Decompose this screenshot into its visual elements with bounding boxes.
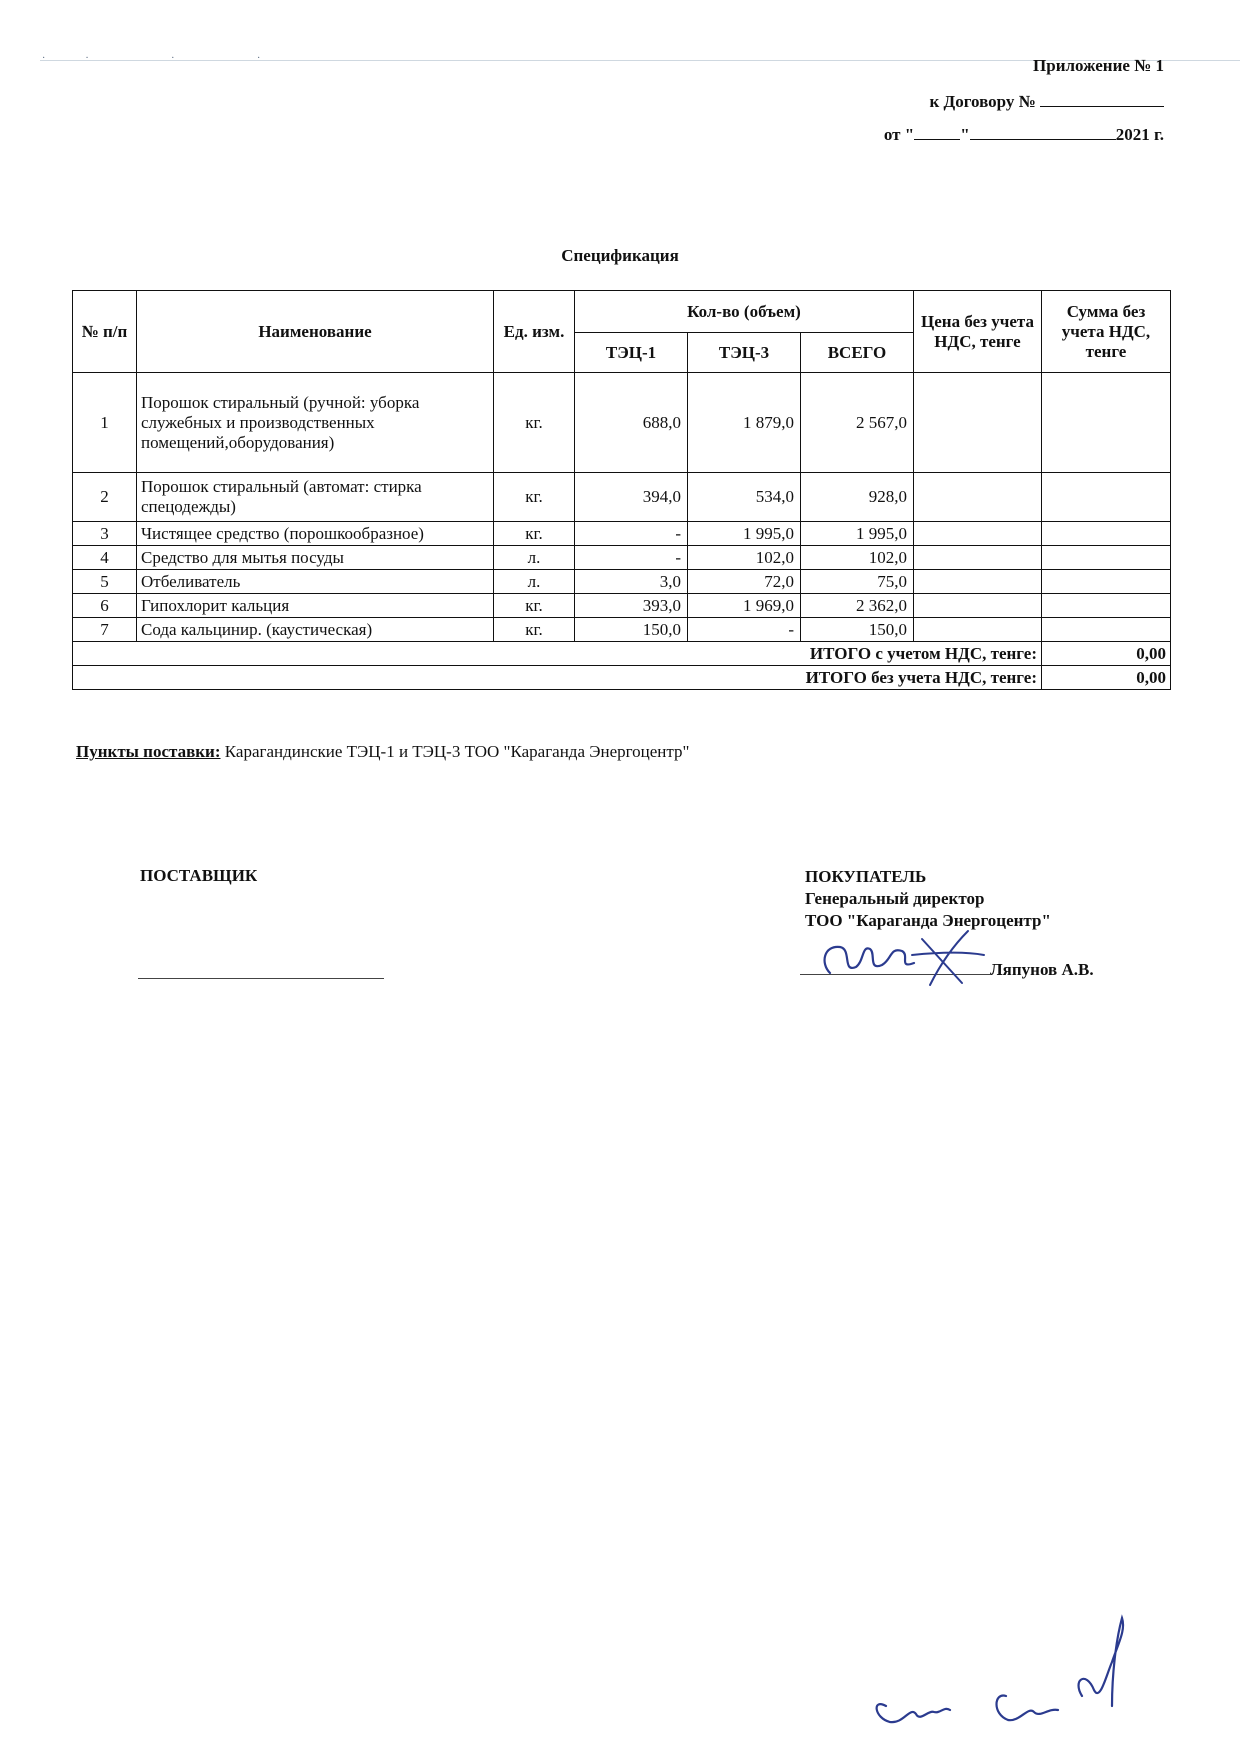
row-price: [914, 570, 1042, 594]
header-num: № п/п: [73, 291, 137, 373]
row-sum: [1042, 522, 1171, 546]
delivery-text: Карагандинские ТЭЦ-1 и ТЭЦ-3 ТОО "Караганда Энергоцентр": [220, 742, 690, 761]
row-total: 1 995,0: [801, 522, 914, 546]
total-with-vat-value: 0,00: [1042, 642, 1171, 666]
row-tec1: -: [575, 522, 688, 546]
row-tec1: 394,0: [575, 473, 688, 522]
row-unit: кг.: [494, 618, 575, 642]
row-num: 1: [73, 373, 137, 473]
contract-number-line: [930, 92, 1165, 112]
supplier-title: ПОСТАВЩИК: [140, 866, 258, 885]
row-tec1: 688,0: [575, 373, 688, 473]
total-without-vat-value: 0,00: [1042, 666, 1171, 690]
header-tec3: ТЭЦ-3: [688, 333, 801, 373]
buyer-signatory: Ляпунов А.В.: [990, 960, 1094, 979]
row-num: 2: [73, 473, 137, 522]
row-num: 4: [73, 546, 137, 570]
table-row: [73, 594, 1171, 618]
contract-date-line: [884, 125, 1164, 145]
appendix-label: Приложение № 1: [1033, 56, 1164, 75]
header-total: ВСЕГО: [801, 333, 914, 373]
row-total: 75,0: [801, 570, 914, 594]
row-tec3: 102,0: [688, 546, 801, 570]
row-tec3: 534,0: [688, 473, 801, 522]
total-row-without-vat: [73, 666, 1171, 690]
header-tec1: ТЭЦ-1: [575, 333, 688, 373]
row-sum: [1042, 373, 1171, 473]
row-sum: [1042, 618, 1171, 642]
row-price: [914, 373, 1042, 473]
row-name: Средство для мытья посуды: [137, 546, 494, 570]
row-name: Отбеливатель: [137, 570, 494, 594]
contract-prefix: к Договору №: [929, 92, 1036, 111]
delivery-label: Пункты поставки:: [76, 742, 221, 761]
row-price: [914, 618, 1042, 642]
buyer-title: ПОКУПАТЕЛЬ: [805, 867, 927, 886]
specification-table: [72, 290, 1171, 690]
row-tec3: 1 879,0: [688, 373, 801, 473]
header-unit: Ед. изм.: [494, 291, 575, 373]
row-tec3: 72,0: [688, 570, 801, 594]
row-name: Чистящее средство (порошкообразное): [137, 522, 494, 546]
date-quote: ": [960, 125, 970, 144]
date-month-blank: [970, 125, 1116, 140]
row-name: Гипохлорит кальция: [137, 594, 494, 618]
row-unit: кг.: [494, 594, 575, 618]
table-row: [73, 570, 1171, 594]
row-price: [914, 473, 1042, 522]
table-row: [73, 373, 1171, 473]
header-sum: Сумма без учета НДС, тенге: [1042, 291, 1171, 373]
row-total: 150,0: [801, 618, 914, 642]
date-suffix: 2021 г.: [1115, 125, 1164, 144]
date-day-blank: [914, 125, 960, 140]
buyer-position: Генеральный директор: [805, 889, 985, 908]
row-name: Порошок стиральный (ручной: уборка служебных и производственных помещений,оборудования): [137, 373, 494, 473]
row-sum: [1042, 594, 1171, 618]
row-price: [914, 546, 1042, 570]
table-row: [73, 522, 1171, 546]
date-prefix: от ": [883, 125, 915, 144]
total-row-with-vat: [73, 642, 1171, 666]
total-without-vat-label: ИТОГО без учета НДС, тенге:: [73, 666, 1042, 690]
delivery-points: [76, 742, 689, 762]
row-total: 928,0: [801, 473, 914, 522]
header-price: Цена без учета НДС, тенге: [914, 291, 1042, 373]
row-total: 2 567,0: [801, 373, 914, 473]
row-unit: л.: [494, 546, 575, 570]
row-num: 3: [73, 522, 137, 546]
row-tec1: 150,0: [575, 618, 688, 642]
document-title: Спецификация: [561, 246, 679, 265]
buyer-block: [805, 866, 1051, 932]
table-row: [73, 546, 1171, 570]
row-unit: кг.: [494, 473, 575, 522]
row-total: 102,0: [801, 546, 914, 570]
scan-marks: ·· · ·: [42, 53, 301, 64]
row-unit: кг.: [494, 522, 575, 546]
row-num: 6: [73, 594, 137, 618]
row-price: [914, 594, 1042, 618]
row-tec1: 3,0: [575, 570, 688, 594]
row-num: 5: [73, 570, 137, 594]
row-tec1: 393,0: [575, 594, 688, 618]
row-tec3: -: [688, 618, 801, 642]
table-row: [73, 473, 1171, 522]
initials-signatures: [850, 1610, 1150, 1740]
table-row: [73, 618, 1171, 642]
row-total: 2 362,0: [801, 594, 914, 618]
row-tec3: 1 969,0: [688, 594, 801, 618]
buyer-company: ТОО "Караганда Энергоцентр": [805, 911, 1051, 930]
row-unit: кг.: [494, 373, 575, 473]
row-num: 7: [73, 618, 137, 642]
row-price: [914, 522, 1042, 546]
row-sum: [1042, 473, 1171, 522]
row-sum: [1042, 546, 1171, 570]
row-unit: л.: [494, 570, 575, 594]
contract-number-blank: [1040, 92, 1164, 107]
supplier-signature-line: [138, 978, 384, 979]
total-with-vat-label: ИТОГО с учетом НДС, тенге:: [73, 642, 1042, 666]
row-name: Сода кальцинир. (каустическая): [137, 618, 494, 642]
row-sum: [1042, 570, 1171, 594]
row-tec3: 1 995,0: [688, 522, 801, 546]
row-name: Порошок стиральный (автомат: стирка спецодежды): [137, 473, 494, 522]
header-name: Наименование: [137, 291, 494, 373]
header-qty: Кол-во (объем): [575, 291, 914, 333]
buyer-signature: [812, 925, 1002, 987]
row-tec1: -: [575, 546, 688, 570]
